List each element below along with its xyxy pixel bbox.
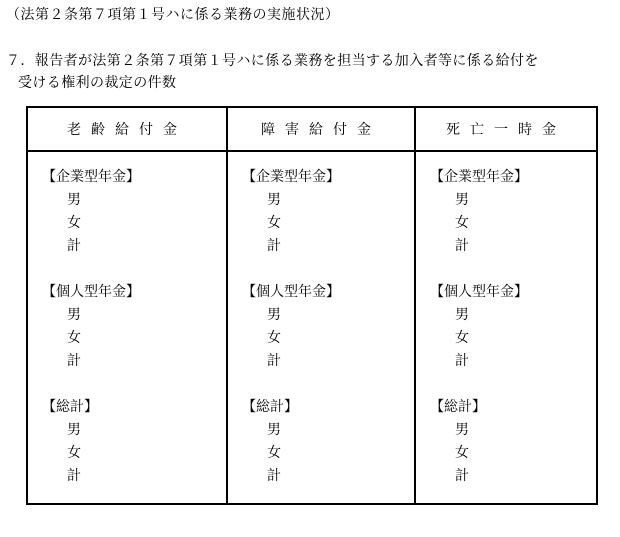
group-label: 【個人型年金】: [242, 284, 340, 300]
section-heading: （法第２条第７項第１号ハに係る業務の実施状況）: [6, 7, 340, 23]
item-total: 計: [267, 238, 281, 254]
item-total: 計: [455, 468, 469, 484]
group-individual-pension: [42, 281, 226, 373]
item-male: 男: [67, 192, 81, 208]
group-label: 【総計】: [242, 399, 298, 415]
group-individual-pension: [430, 281, 596, 373]
item-male: 男: [455, 307, 469, 323]
column-disability-benefit: [227, 151, 415, 504]
item-total: 計: [67, 468, 81, 484]
item-female: 女: [267, 445, 281, 461]
header-disability-benefit: 障害給付金: [227, 107, 415, 151]
group-grand-total: [242, 396, 414, 488]
group-label: 【個人型年金】: [430, 284, 528, 300]
group-corporate-pension: [430, 166, 596, 258]
item-female: 女: [455, 215, 469, 231]
question-7: [6, 50, 611, 94]
item-male: 男: [455, 192, 469, 208]
group-label: 【総計】: [430, 399, 486, 415]
item-female: 女: [67, 330, 81, 346]
benefit-award-table: [26, 106, 598, 505]
item-male: 男: [67, 422, 81, 438]
item-female: 女: [267, 215, 281, 231]
item-female: 女: [67, 445, 81, 461]
column-old-age-benefit: [27, 151, 227, 504]
group-label: 【企業型年金】: [242, 169, 340, 185]
question-line-1: ７．報告者が法第２条第７項第１号ハに係る業務を担当する加入者等に係る給付を: [6, 53, 539, 69]
item-total: 計: [455, 238, 469, 254]
item-male: 男: [455, 422, 469, 438]
group-label: 【個人型年金】: [42, 284, 140, 300]
item-total: 計: [267, 468, 281, 484]
table-header-row: [27, 107, 597, 151]
group-individual-pension: [242, 281, 414, 373]
column-death-lump-sum: [415, 151, 597, 504]
item-male: 男: [267, 192, 281, 208]
header-old-age-benefit: 老齢給付金: [27, 107, 227, 151]
item-male: 男: [67, 307, 81, 323]
item-female: 女: [455, 445, 469, 461]
group-corporate-pension: [42, 166, 226, 258]
item-female: 女: [267, 330, 281, 346]
item-total: 計: [67, 238, 81, 254]
item-male: 男: [267, 307, 281, 323]
question-line-2: 受ける権利の裁定の件数: [18, 75, 177, 91]
group-label: 【企業型年金】: [42, 169, 140, 185]
group-corporate-pension: [242, 166, 414, 258]
item-female: 女: [455, 330, 469, 346]
group-grand-total: [42, 396, 226, 488]
item-female: 女: [67, 215, 81, 231]
item-total: 計: [267, 353, 281, 369]
table-body-row: [27, 151, 597, 504]
item-male: 男: [267, 422, 281, 438]
group-grand-total: [430, 396, 596, 488]
item-total: 計: [67, 353, 81, 369]
group-label: 【総計】: [42, 399, 98, 415]
item-total: 計: [455, 353, 469, 369]
group-label: 【企業型年金】: [430, 169, 528, 185]
header-death-lump-sum: 死亡一時金: [415, 107, 597, 151]
